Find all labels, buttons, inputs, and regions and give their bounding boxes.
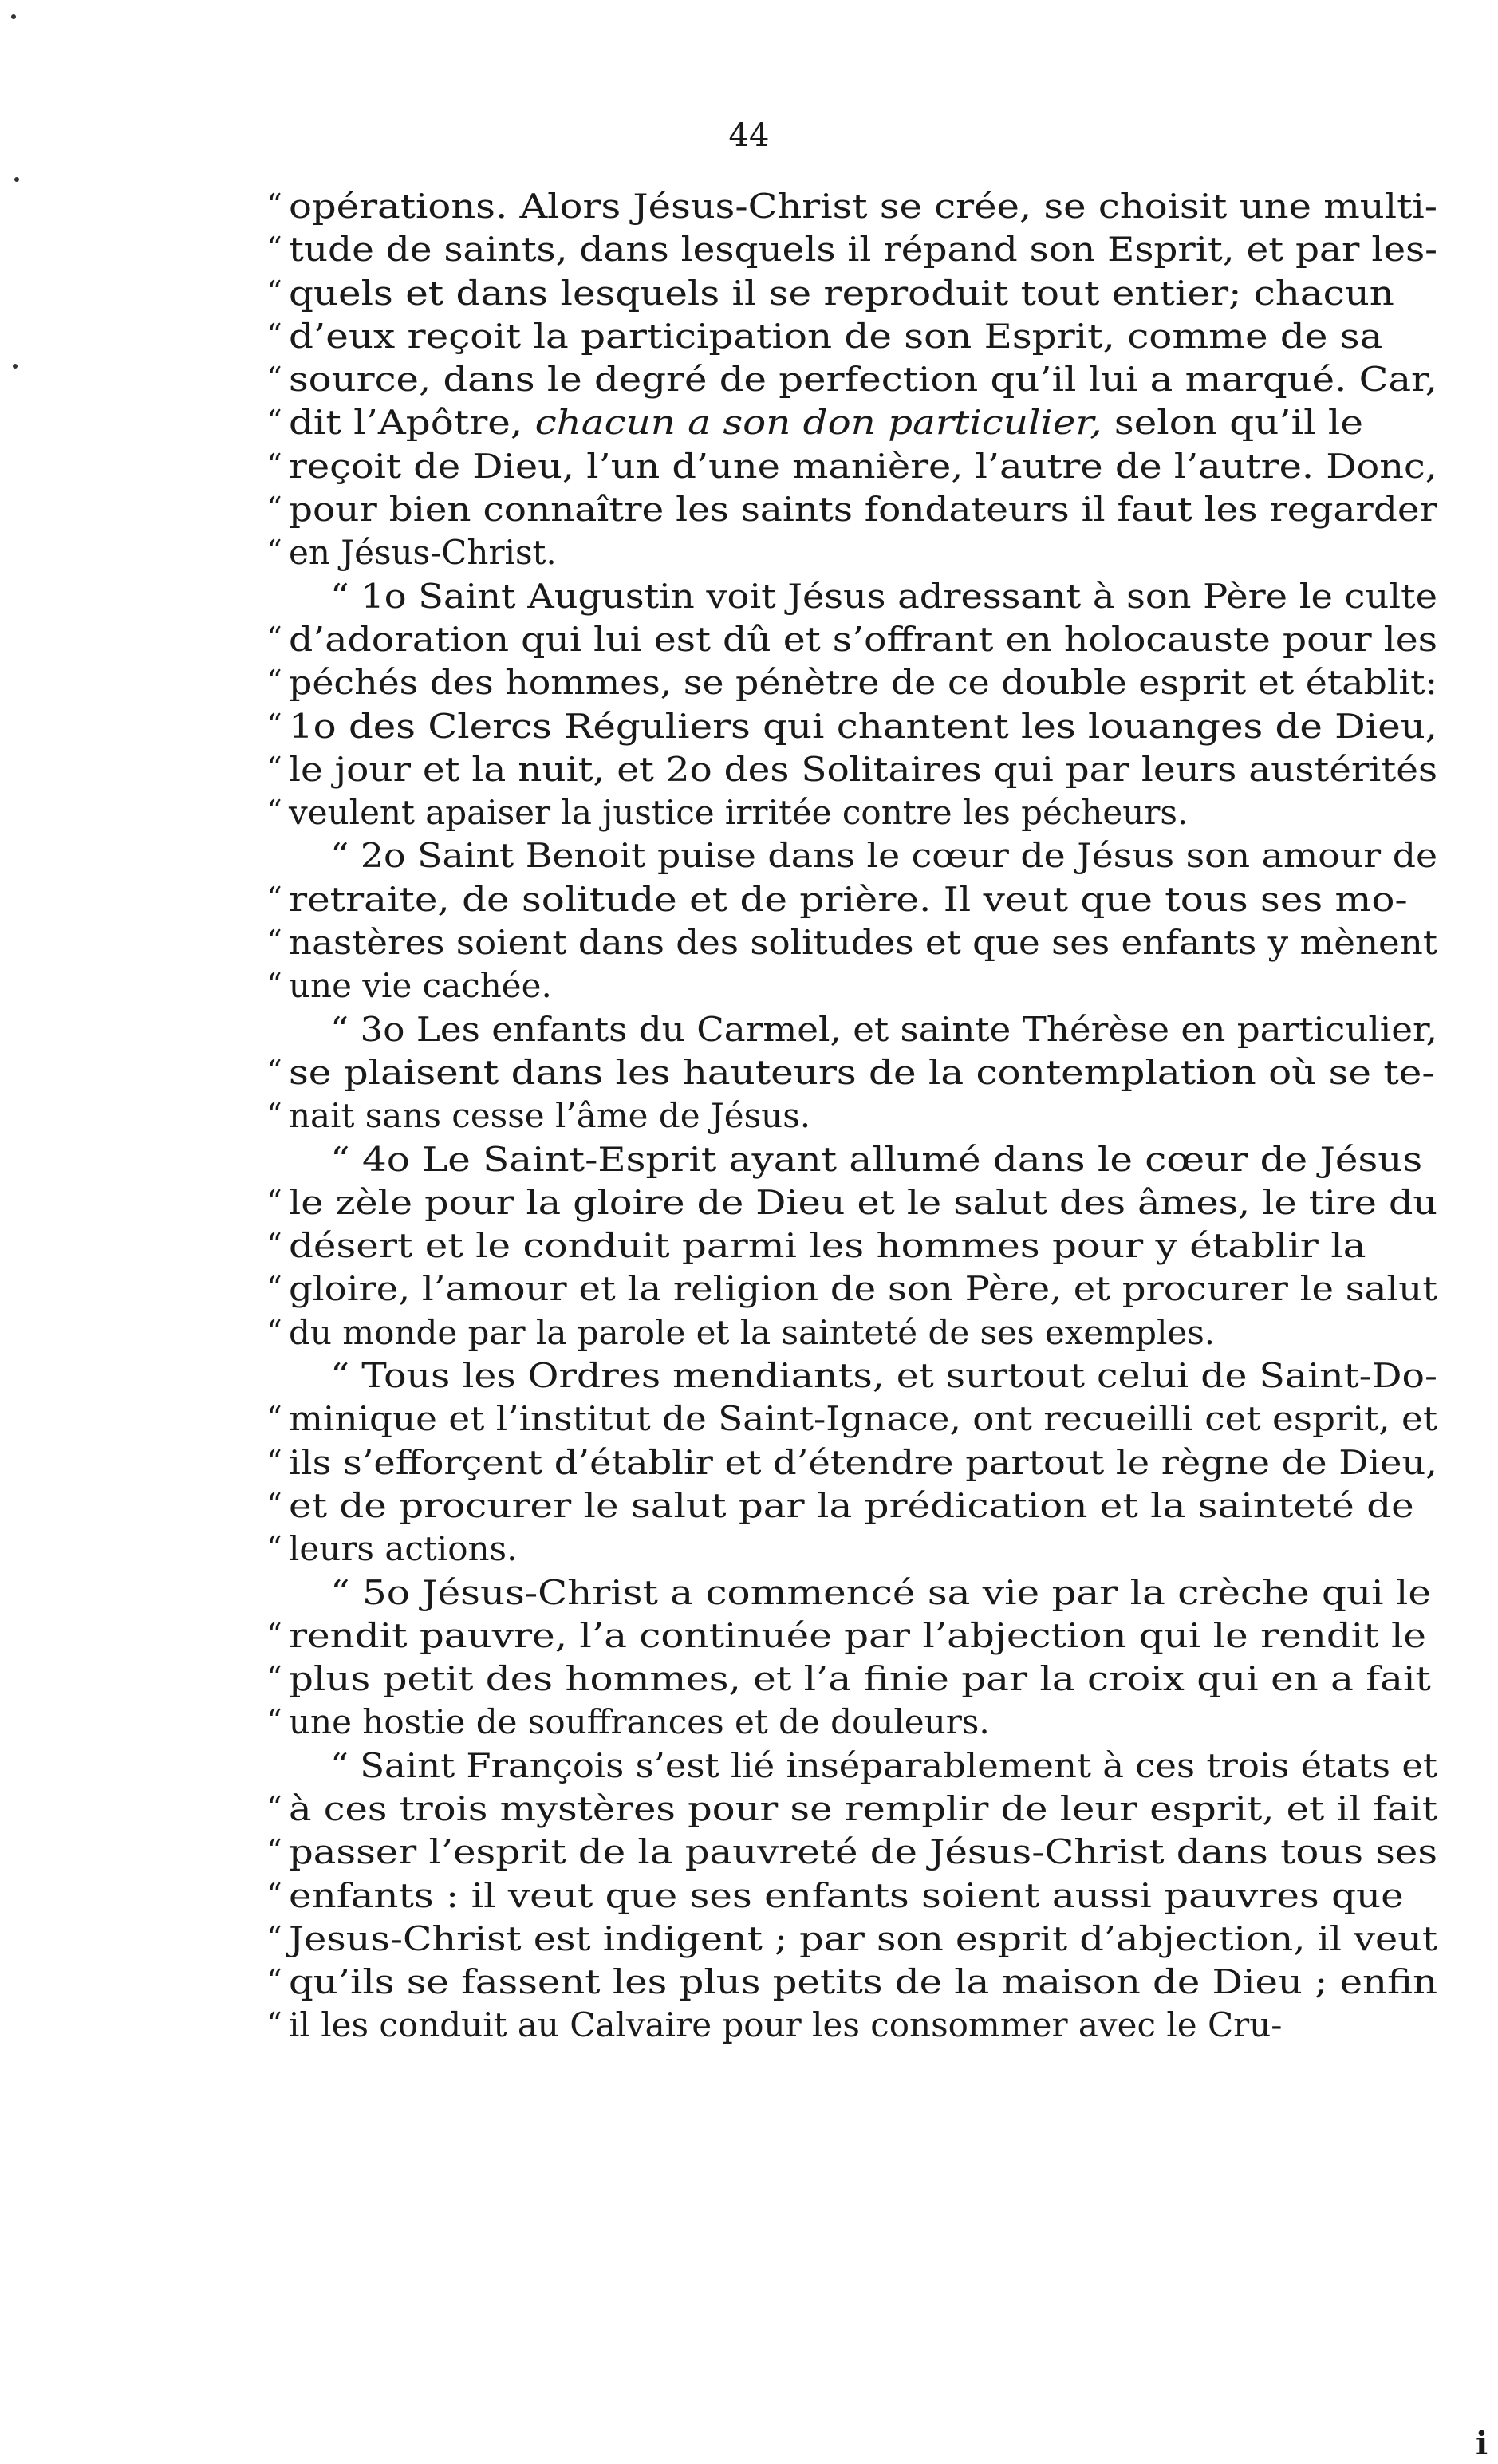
- quote-mark: “: [266, 1789, 282, 1825]
- line-text: [289, 1918, 1437, 1961]
- quote-mark: “: [266, 274, 282, 309]
- quote-mark: “: [266, 1097, 282, 1133]
- text-line: [289, 1138, 1437, 1181]
- text-line: [266, 661, 1438, 704]
- text-line: [266, 1701, 1437, 1744]
- line-text: [289, 228, 1437, 271]
- line-text: [289, 1961, 1437, 2004]
- line-text: [289, 921, 1437, 964]
- quote-mark: “: [266, 1876, 282, 1912]
- text-line: [266, 488, 1437, 531]
- quote-mark: “: [266, 1486, 282, 1522]
- quote-mark: “: [266, 1053, 282, 1089]
- line-text-segment: dit l’Apôtre,: [289, 403, 535, 443]
- line-text-segment: du monde par la parole et la sainteté de ses exemples.: [289, 1312, 1216, 1352]
- line-text: [330, 1745, 1437, 1788]
- line-text: [289, 661, 1437, 704]
- line-text: [289, 1267, 1437, 1311]
- line-text-segment: 1o des Clercs Réguliers qui chantent les louanges de Dieu,: [289, 706, 1438, 746]
- line-text: [289, 401, 1363, 444]
- line-text-segment: quels et dans lesquels il se reproduit tout entier; chacun: [289, 273, 1394, 313]
- text-line: [266, 1484, 1437, 1528]
- text-line: [266, 1051, 1437, 1094]
- line-text-segment: d’eux reçoit la participation de son Esprit, comme de sa: [289, 316, 1383, 356]
- margin-dot: [14, 177, 19, 182]
- quote-mark: “: [266, 880, 282, 916]
- text-line: [266, 185, 1438, 228]
- quote-mark: “: [266, 1833, 282, 1869]
- line-text: [289, 1528, 517, 1571]
- line-text-segment: il les conduit au Calvaire pour les consommer avec le Cru-: [289, 2005, 1283, 2045]
- text-line: [289, 1745, 1437, 1788]
- quote-mark: “: [266, 1616, 282, 1652]
- line-text-segment: “ Tous les Ordres mendiants, et surtout celui de Saint-Do-: [330, 1356, 1437, 1396]
- line-text-segment: “ Saint François s’est lié inséparablement à ces trois états et: [330, 1745, 1437, 1785]
- text-line: [266, 1181, 1438, 1224]
- line-text: [289, 1094, 810, 1137]
- margin-dot: [13, 364, 18, 369]
- text-line: [266, 791, 1437, 834]
- quote-mark: “: [266, 317, 282, 353]
- line-text: [330, 1138, 1422, 1181]
- line-text: [289, 748, 1437, 791]
- line-text-segment: veulent apaiser la justice irritée contre les pécheurs.: [289, 793, 1189, 833]
- quote-mark: “: [266, 620, 282, 656]
- line-text-segment: retraite, de solitude et de prière. Il veut que tous ses mo-: [289, 879, 1408, 919]
- line-text: [289, 1441, 1437, 1484]
- quote-mark: “: [266, 187, 282, 223]
- line-text-segment: “ 3o Les enfants du Carmel, et sainte Thérèse en particulier,: [330, 1009, 1438, 1049]
- quote-mark: “: [266, 967, 282, 1003]
- line-text: [330, 834, 1437, 877]
- line-text: [289, 1224, 1366, 1267]
- quote-mark: “: [266, 1313, 282, 1349]
- quote-mark: “: [266, 231, 282, 266]
- line-text-segment: selon qu’il le: [1102, 403, 1363, 443]
- line-text: [289, 1788, 1437, 1831]
- text-line: [266, 1094, 1437, 1137]
- line-text-segment: “ 5o Jésus-Christ a commencé sa vie par la crèche qui le: [330, 1572, 1431, 1612]
- line-text-segment: nastères soient dans des solitudes et que ses enfants y mènent: [289, 923, 1437, 963]
- line-text-segment: “ 1o Saint Augustin voit Jésus adressant à son Père le culte: [330, 576, 1437, 616]
- quote-mark: “: [266, 361, 282, 396]
- line-text: [289, 1051, 1435, 1094]
- text-line: [266, 1267, 1437, 1311]
- text-line: [266, 748, 1438, 791]
- line-text: [289, 1181, 1437, 1224]
- quote-mark: “: [266, 707, 282, 743]
- line-text-segment: désert et le conduit parmi les hommes pour y établir la: [289, 1226, 1366, 1266]
- line-text-segment: gloire, l’amour et la religion de son Père, et procurer le salut: [289, 1269, 1437, 1309]
- quote-mark: “: [266, 1400, 282, 1436]
- line-text: [289, 358, 1437, 401]
- line-text: [289, 445, 1437, 488]
- line-text-segment: péchés des hommes, se pénètre de ce double esprit et établit:: [289, 663, 1438, 703]
- text-line: [289, 575, 1437, 618]
- text-line: [266, 1961, 1438, 2004]
- quote-mark: “: [266, 1530, 282, 1566]
- line-text-segment: source, dans le degré de perfection qu’il lui a marqué. Car,: [289, 360, 1438, 400]
- line-text-segment: “ 4o Le Saint-Esprit ayant allumé dans le cœur de Jésus: [330, 1139, 1423, 1179]
- margin-dot: [11, 14, 16, 19]
- text-line: [266, 401, 1437, 444]
- text-line: [266, 272, 1437, 315]
- text-line: [266, 878, 1437, 921]
- line-text-segment: plus petit des hommes, et l’a finie par la croix qui en a fait: [289, 1659, 1431, 1699]
- quote-mark: “: [266, 1963, 282, 1999]
- quote-mark: “: [266, 491, 282, 526]
- body-text: [266, 185, 1438, 2048]
- text-line: [289, 834, 1437, 877]
- quote-mark: “: [266, 2006, 282, 2042]
- line-text: [289, 2004, 1282, 2047]
- quote-mark: “: [266, 447, 282, 483]
- line-text: [330, 575, 1437, 618]
- line-text-segment: minique et l’institut de Saint-Ignace, ont recueilli cet esprit, et: [289, 1399, 1438, 1439]
- text-line: [266, 1788, 1438, 1831]
- text-line: [266, 228, 1438, 271]
- quote-mark: “: [266, 924, 282, 960]
- line-text-segment: une hostie de souffrances et de douleurs.: [289, 1702, 990, 1742]
- text-line: [266, 705, 1438, 748]
- line-text-segment: et de procurer le salut par la prédication et la sainteté de: [289, 1485, 1414, 1525]
- page-number: 44: [728, 117, 770, 154]
- text-line: [266, 2004, 1437, 2047]
- text-line: [289, 1354, 1437, 1398]
- text-line: [266, 358, 1438, 401]
- text-line: [266, 618, 1438, 661]
- line-text-segment: se plaisent dans les hauteurs de la contemplation où se te-: [289, 1052, 1435, 1092]
- text-line: [266, 1441, 1437, 1484]
- quote-mark: “: [266, 534, 282, 570]
- line-text-segment: nait sans cesse l’âme de Jésus.: [289, 1096, 811, 1136]
- line-text-segment: le jour et la nuit, et 2o des Solitaires qui par leurs austérités: [289, 749, 1438, 789]
- line-text-segment: tude de saints, dans lesquels il répand son Esprit, et par les-: [289, 230, 1438, 270]
- line-text: [289, 1614, 1426, 1658]
- text-line: [266, 1614, 1437, 1658]
- quote-mark: “: [266, 1660, 282, 1696]
- text-line: [266, 964, 1437, 1007]
- line-text: [289, 1831, 1437, 1874]
- text-line: [266, 1398, 1438, 1441]
- line-text-segment: qu’ils se fassent les plus petits de la maison de Dieu ; enfin: [289, 1962, 1438, 2002]
- quote-mark: “: [266, 794, 282, 830]
- quote-mark: “: [266, 404, 282, 440]
- text-line: [266, 531, 1437, 574]
- line-text: [289, 1701, 990, 1744]
- footer-mark: i: [1476, 2425, 1488, 2462]
- line-text: [289, 488, 1437, 531]
- text-line: [266, 445, 1437, 488]
- text-line: [266, 1224, 1437, 1267]
- line-text-segment: opérations. Alors Jésus-Christ se crée, se choisit une multi-: [289, 187, 1438, 226]
- line-text: [289, 1398, 1437, 1441]
- text-line: [289, 1571, 1437, 1614]
- line-text: [289, 1311, 1215, 1354]
- line-text: [289, 315, 1382, 358]
- quote-mark: “: [266, 664, 282, 700]
- quote-mark: “: [266, 750, 282, 786]
- line-text-segment: pour bien connaître les saints fondateurs il faut les regarder: [289, 490, 1437, 530]
- quote-mark: “: [266, 1703, 282, 1739]
- text-line: [266, 1658, 1437, 1701]
- line-text: [289, 1484, 1414, 1528]
- text-line: [289, 1008, 1437, 1051]
- emphasis-text: chacun a son don particulier,: [534, 403, 1102, 443]
- line-text: [289, 791, 1188, 834]
- line-text: [289, 705, 1437, 748]
- line-text-segment: “ 2o Saint Benoit puise dans le cœur de Jésus son amour de: [330, 836, 1438, 876]
- line-text: [289, 531, 557, 574]
- line-text-segment: le zèle pour la gloire de Dieu et le salut des âmes, le tire du: [289, 1182, 1438, 1222]
- quote-mark: “: [266, 1227, 282, 1263]
- line-text: [289, 618, 1437, 661]
- text-line: [266, 1875, 1437, 1918]
- line-text-segment: reçoit de Dieu, l’un d’une manière, l’autre de l’autre. Donc,: [289, 446, 1437, 486]
- line-text-segment: d’adoration qui lui est dû et s’offrant en holocauste pour les: [289, 619, 1438, 659]
- line-text-segment: en Jésus-Christ.: [289, 533, 557, 573]
- line-text-segment: passer l’esprit de la pauvreté de Jésus-Christ dans tous ses: [289, 1832, 1438, 1872]
- line-text: [330, 1354, 1437, 1398]
- line-text: [330, 1008, 1437, 1051]
- text-line: [266, 921, 1437, 964]
- line-text-segment: ils s’efforçent d’établir et d’étendre partout le règne de Dieu,: [289, 1442, 1437, 1482]
- line-text: [289, 1875, 1404, 1918]
- text-line: [266, 1831, 1438, 1874]
- line-text: [289, 1658, 1431, 1701]
- text-line: [266, 1311, 1437, 1354]
- line-text-segment: Jesus-Christ est indigent ; par son esprit d’abjection, il veut: [289, 1918, 1438, 1958]
- line-text-segment: une vie cachée.: [289, 966, 552, 1006]
- text-line: [266, 315, 1437, 358]
- line-text: [289, 964, 552, 1007]
- text-line: [266, 1918, 1438, 1961]
- line-text: [289, 878, 1408, 921]
- text-line: [266, 1528, 1437, 1571]
- quote-mark: “: [266, 1183, 282, 1219]
- quote-mark: “: [266, 1270, 282, 1306]
- line-text: [289, 185, 1437, 228]
- line-text: [289, 272, 1394, 315]
- line-text-segment: leurs actions.: [289, 1529, 518, 1569]
- quote-mark: “: [266, 1443, 282, 1479]
- line-text-segment: à ces trois mystères pour se remplir de leur esprit, et il fait: [289, 1788, 1438, 1828]
- line-text-segment: rendit pauvre, l’a continuée par l’abjection qui le rendit le: [289, 1615, 1427, 1655]
- line-text-segment: enfants : il veut que ses enfants soient aussi pauvres que: [289, 1875, 1404, 1915]
- line-text: [330, 1571, 1431, 1614]
- quote-mark: “: [266, 1919, 282, 1955]
